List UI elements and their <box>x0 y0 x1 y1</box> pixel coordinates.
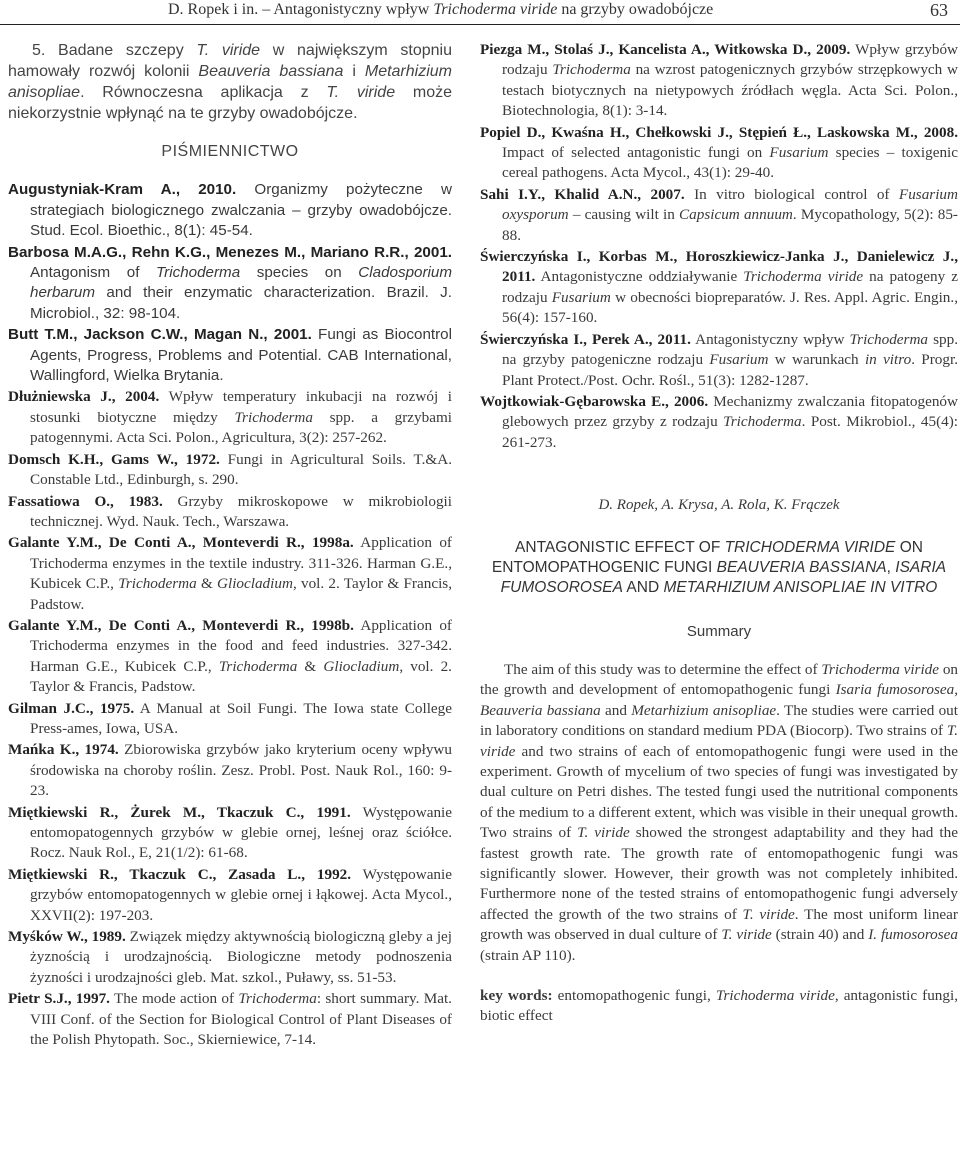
reference-authors: Świerczyńska I., Korbas M., Horoszkiewicz-Janka J., Danielewicz J., 2011. <box>480 248 958 286</box>
references-list-right <box>480 40 958 453</box>
reference-authors: Barbosa M.A.G., Rehn K.G., Menezes M., Mariano R.R., 2001. <box>8 243 452 261</box>
reference-item: Galante Y.M., De Conti A., Monteverdi R., 1998a. Application of Trichoderma enzymes in the textile industry. 311-326. Harman G.E., Kubicek C.P., Trichoderma & Gliocladium, vol. 2. Taylor & Francis, Padstow. <box>8 534 452 613</box>
left-column <box>8 40 452 1051</box>
reference-item: Miętkiewski R., Żurek M., Tkaczuk C., 1991. Występowanie entomopatogennych grzybów w glebie ornej, leśnej oraz ściółce. Rocz. Nauk Rol., E, 21(1/2): 61-68. <box>8 803 453 862</box>
reference-authors: Pietr S.J., 1997. <box>8 990 110 1008</box>
reference-authors: Domsch K.H., Gams W., 1972. <box>8 450 220 468</box>
reference-authors: Dłużniewska J., 2004. <box>8 388 160 406</box>
keywords: key words: entomopathogenic fungi, Trichoderma viride, antagonistic fungi, biotic effect <box>480 987 959 1025</box>
right-column <box>480 40 958 1027</box>
reference-authors: Myśków W., 1989. <box>8 928 126 946</box>
english-title: ANTAGONISTIC EFFECT OF TRICHODERMA VIRIDE ON ENTOMOPATHOGENIC FUNGI BEAUVERIA BASSIANA, ISARIA FUMOSOROSEA AND METARHIZIUM ANISOPLIAE IN VITRO <box>491 538 947 596</box>
reference-authors: Sahi I.Y., Khalid A.N., 2007. <box>480 185 685 203</box>
reference-item: Świerczyńska I., Korbas M., Horoszkiewicz-Janka J., Danielewicz J., 2011. Antagonistyczne oddziaływanie Trichoderma viride na patogeny z rodzaju Fusarium w obecności biopreparatów. J. Res. Appl. Agric. Engin., 56(4): 157-160. <box>480 248 958 327</box>
reference-item: Barbosa M.A.G., Rehn K.G., Menezes M., Mariano R.R., 2001. Antagonism of Trichoderma species on Cladosporium herbarum and their enzymatic characterization. Brazil. J. Microbiol., 32: 98-104. <box>8 243 452 322</box>
reference-authors: Popiel D., Kwaśna H., Chełkowski J., Stępień Ł., Laskowska M., 2008. <box>480 123 958 141</box>
reference-authors: Piezga M., Stolaś J., Kancelista A., Witkowska D., 2009. <box>480 41 851 58</box>
reference-item: Piezga M., Stolaś J., Kancelista A., Witkowska D., 2009. Wpływ grzybów rodzaju Trichoderma na wzrost patogenicznych grzybów strzępkowych w testach biotycznych na nietypowych źródłach węgla. Acta Sci. Polon., Biotechnologia, 8(1): 3-14. <box>480 41 959 120</box>
reference-item: Popiel D., Kwaśna H., Chełkowski J., Stępień Ł., Laskowska M., 2008. Impact of selected antagonistic fungi on Fusarium species – toxigenic cereal pathogens. Acta Mycol., 43(1): 29-40. <box>480 123 958 182</box>
references-heading: PIŚMIENNICTWO <box>161 143 299 160</box>
reference-authors: Butt T.M., Jackson C.W., Magan N., 2001. <box>8 326 312 344</box>
reference-item: Wojtkowiak-Gębarowska E., 2006. Mechanizmy zwalczania fitopatogenów glebowych przez grzyby z rodzaju Trichoderma. Post. Mikrobiol., 45(4): 261-273. <box>480 392 958 451</box>
reference-item: Augustyniak-Kram A., 2010. Organizmy pożyteczne w strategiach biologicznego zwalczania – grzyby owadobójcze. Stud. Ecol. Bioethic., 8(1): 45-54. <box>8 181 452 240</box>
reference-authors: Galante Y.M., De Conti A., Monteverdi R., 1998b. <box>8 616 354 634</box>
reference-item: Galante Y.M., De Conti A., Monteverdi R., 1998b. Application of Trichoderma enzymes in the food and feed industries. 327-342. Harman G.E., Kubicek C.P., Trichoderma & Gliocladium, vol. 2. Taylor & Francis, Padstow. <box>8 616 452 696</box>
conclusion-paragraph: 5. Badane szczepy T. viride w największym stopniu hamowały rozwój kolonii Beauveria bassiana i Metarhizium anisopliae. Równoczesna aplikacja z T. viride może niekorzystnie wpłynąć na te grzyby owadobójcze. <box>8 42 453 122</box>
running-header <box>0 0 960 25</box>
reference-authors: Gilman J.C., 1975. <box>8 699 135 717</box>
reference-item: Fassatiowa O., 1983. Grzyby mikroskopowe w mikrobiologii technicznej. Wyd. Nauk. Tech., Warszawa. <box>8 492 453 530</box>
reference-item: Gilman J.C., 1975. A Manual at Soil Fungi. The Iowa state College Press-ames, Iowa, USA. <box>8 699 452 737</box>
reference-item: Myśków W., 1989. Związek między aktywnością biologiczną gleby a jej żyznością i urodzajnością. Biologiczne metody podnoszenia żyzności i urodzajności gleb. Mat. szkol., Puławy, ss. 51-53. <box>8 928 452 986</box>
reference-item: Domsch K.H., Gams W., 1972. Fungi in Agricultural Soils. T.&A. Constable Ltd., Edinburgh, s. 290. <box>8 450 452 489</box>
reference-authors: Miętkiewski R., Tkaczuk C., Zasada L., 1992. <box>8 865 352 883</box>
reference-item: Pietr S.J., 1997. The mode action of Trichoderma: short summary. Mat. VIII Conf. of the Section for Biological Control of Plant Diseases of the Polish Phytopath. Soc., Skierniewice, 7-14. <box>8 990 452 1049</box>
reference-item: Butt T.M., Jackson C.W., Magan N., 2001. Fungi as Biocontrol Agents, Progress, Problems and Potential. CAB International, Wallingford, Wielka Brytania. <box>8 326 452 385</box>
reference-authors: Miętkiewski R., Żurek M., Tkaczuk C., 1991. <box>8 803 351 821</box>
reference-authors: Augustyniak-Kram A., 2010. <box>8 181 237 199</box>
reference-item: Mańka K., 1974. Zbiorowiska grzybów jako kryterium oceny wpływu środowiska na choroby roślin. Zesz. Probl. Post. Nauk Rol., 160: 9-23. <box>8 741 452 800</box>
reference-item: Sahi I.Y., Khalid A.N., 2007. In vitro biological control of Fusarium oxysporum – causing wilt in Capsicum annuum. Mycopathology, 5(2): 85-88. <box>480 185 958 244</box>
references-list-left <box>8 180 452 1050</box>
reference-item: Dłużniewska J., 2004. Wpływ temperatury inkubacji na rozwój i stosunki biotyczne między Trichoderma spp. a grzybami patogennymi. Acta Sci. Polon., Agricultura, 3(2): 257-262. <box>8 388 452 447</box>
running-head: D. Ropek i in. – Antagonistyczny wpływ Trichoderma viride na grzyby owadobójcze <box>168 1 714 18</box>
reference-item: Miętkiewski R., Tkaczuk C., Zasada L., 1992. Występowanie grzybów entomopatogennych w glebie ornej i łąkowej. Acta Mycol., XXVII(2): 197-203. <box>8 865 452 924</box>
reference-authors: Galante Y.M., De Conti A., Monteverdi R., 1998a. <box>8 534 354 552</box>
summary-paragraph: The aim of this study was to determine the effect of Trichoderma viride on the growth and development of entomopathogenic fungi Isaria fumosorosea, Beauveria bassiana and Metarhizium anisopliae. The studies were carried out in laboratory conditions on standard medium PDA (Biocorp). Two strains of T. viride and two strains of each of entomopathogenic fungi were used in the experiment. Growth of mycelium of two species of fungi was investigated by dual culture on Petri dishes. The tested fungi used the nutritional components of the medium to a different extent, which was visible in their unequal growth. Two strains of T. viride showed the strongest adaptability and they had the fastest growth rate. The growth rate of entomopathogenic fungi was significantly slower. However, their growth was not completely inhibited. Furthermore none of the tested strains of entomopathogenic fungi adversely affected the growth of the two strains of T. viride. The most uniform linear growth was observed in dual culture of T. viride (strain 40) and I. fumosorosea (strain AP 110). <box>480 660 959 964</box>
reference-authors: Fassatiowa O., 1983. <box>8 492 163 510</box>
summary-heading: Summary <box>686 622 752 640</box>
reference-item: Świerczyńska I., Perek A., 2011. Antagonistyczny wpływ Trichoderma spp. na grzyby patogeniczne rodzaju Fusarium w warunkach in vitro. Progr. Plant Protect./Post. Ochr. Rośl., 51(3): 1282-1287. <box>480 330 959 389</box>
english-authors: D. Ropek, A. Krysa, A. Rola, K. Frączek <box>598 497 840 514</box>
reference-authors: Świerczyńska I., Perek A., 2011. <box>480 330 691 348</box>
page-number: 63 <box>930 0 948 20</box>
reference-authors: Wojtkowiak-Gębarowska E., 2006. <box>480 392 709 410</box>
reference-authors: Mańka K., 1974. <box>8 741 119 759</box>
